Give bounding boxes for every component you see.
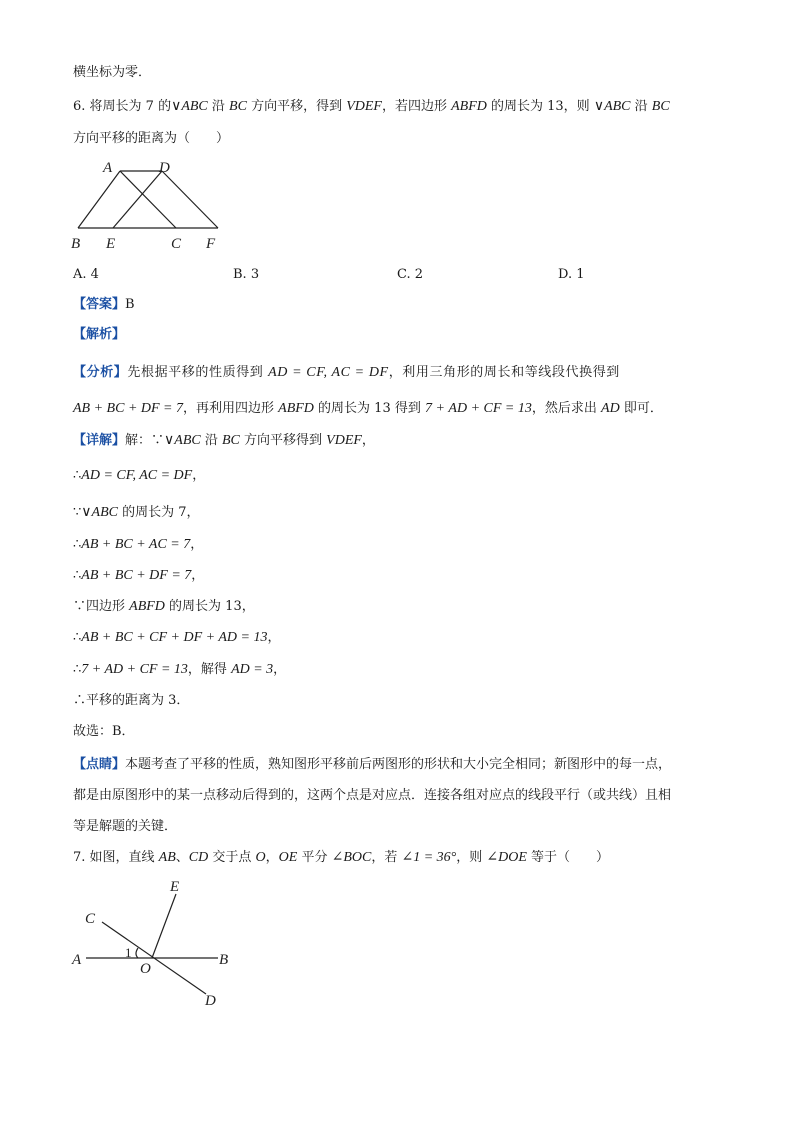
step-5: ∵四边形 ABFD 的周长为 13，	[73, 599, 255, 614]
ray-OE	[152, 894, 176, 958]
label-C: C	[85, 911, 96, 927]
label-O: O	[140, 961, 151, 977]
step-2: ∵∨ABC 的周长为 7，	[73, 505, 200, 520]
label-D: D	[159, 160, 170, 176]
step-7: ∴7 + AD + CF = 13，解得 AD = 3，	[73, 662, 287, 677]
figure-intersecting-lines	[66, 874, 246, 1014]
label-C: C	[171, 236, 182, 252]
step-4: ∴AB + BC + DF = 7，	[73, 568, 205, 583]
comment-line-2: 都是由原图形中的某一点移动后得到的，这两个点是对应点．连接各组对应点的线段平行（或共线）且相	[73, 788, 672, 803]
option-d[interactable]: D. 1	[558, 267, 585, 282]
segment-AC	[120, 171, 176, 228]
analysis-line-2: AB + BC + DF = 7，再利用四边形 ABFD 的周长为 13 得到 7 + AD + CF = 13，然后求出 AD 即可．	[73, 401, 663, 416]
label-A: A	[103, 160, 113, 176]
step-6: ∴AB + BC + CF + DF + AD = 13，	[73, 630, 281, 645]
label-B: B	[71, 236, 81, 252]
step-3: ∴AB + BC + AC = 7，	[73, 537, 204, 552]
option-c[interactable]: C. 2	[397, 267, 424, 282]
angle-1-arc	[136, 948, 138, 958]
analysis-heading: 【解析】	[73, 327, 126, 342]
detail-line-1: 【详解】解：∵∨ABC 沿 BC 方向平移得到 VDEF，	[73, 433, 375, 448]
step-1: ∴AD = CF, AC = DF，	[73, 468, 206, 483]
label-F: F	[206, 236, 216, 252]
figure-translation	[68, 156, 228, 256]
question-7-text: 7. 如图，直线 AB、CD 交于点 O，OE 平分 ∠BOC，若 ∠1 = 36°，则 ∠DOE 等于（ ）	[73, 850, 610, 865]
answer-line: 【答案】B	[73, 297, 135, 312]
comment-line-3: 等是解题的关键．	[73, 819, 178, 834]
label-E: E	[106, 236, 116, 252]
segment-DE	[113, 171, 162, 228]
step-8: ∴平移的距离为 3．	[73, 693, 190, 708]
line-prev-question-end: 横坐标为零．	[73, 65, 152, 80]
option-b[interactable]: B. 3	[233, 267, 260, 282]
label-B: B	[219, 952, 229, 968]
question-6-text: 6. 将周长为 7 的∨ABC 沿 BC 方向平移，得到 VDEF，若四边形 ABFD 的周长为 13，则 ∨ABC 沿 BC	[73, 99, 670, 114]
step-9: 故选：B．	[73, 724, 135, 739]
question-6-text-cont: 方向平移的距离为（ ）	[73, 131, 230, 146]
label-E: E	[170, 879, 180, 895]
comment-line-1: 【点睛】本题考查了平移的性质，熟知图形平移前后两图形的形状和大小完全相同；新图形中的每一点，	[73, 757, 672, 772]
label-D: D	[205, 993, 216, 1009]
label-A: A	[72, 952, 82, 968]
segment-AB	[78, 171, 120, 228]
label-angle-1: 1	[125, 945, 132, 960]
analysis-line-1: 【分析】先根据平移的性质得到 AD = CF, AC = DF，利用三角形的周长和等线段代换得到	[73, 365, 620, 380]
segment-DF	[162, 171, 218, 228]
option-a[interactable]: A. 4	[73, 267, 99, 282]
